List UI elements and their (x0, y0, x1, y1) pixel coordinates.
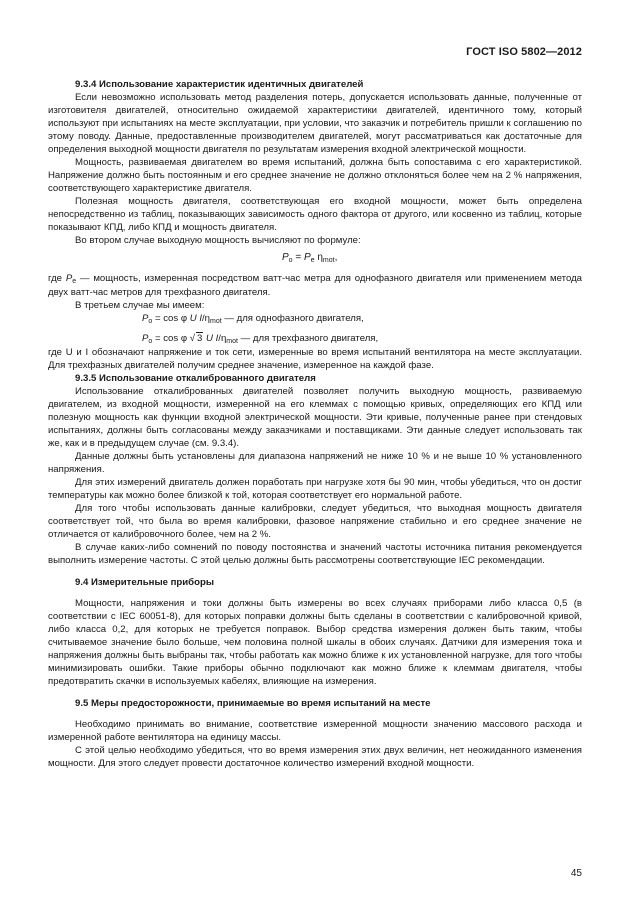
formula-three-phase: $P_o = \cos \varphi$ √ 3 U $I/\eta_{mot}$ — для трехфазного двигателя, (142, 333, 379, 345)
sqrt-symbol: √ (189, 333, 195, 344)
paragraph: Для того чтобы использовать данные калибровки, следует убедиться, что выходная мощность двигателя соответствует той, что была во время калибровки, фазовое напряжение стабильно и его среднее значение не отличается от калибровочного более, чем на 2 %. (48, 503, 582, 540)
section-heading-9-3-4: 9.3.4 Использование характеристик идентичных двигателей (75, 79, 364, 90)
formula-explanation: где U и I обозначают напряжение и ток сети, измеренные во время испытаний вентилятора на месте эксплуатации. Для трехфазных двигателей получим среднее значение, измеренное на каждой фазе. (48, 347, 582, 371)
section-heading-9-4: 9.4 Измерительные приборы (75, 577, 215, 588)
page-content (48, 78, 582, 770)
paragraph: Мощность, развиваемая двигателем во время испытаний, должна быть сопоставима с его характеристикой. Напряжение должно быть постоянным и его среднее значение не должно отклоняться более чем на 2 % напряжения, соответствующего характеристике двигателя. (48, 157, 582, 194)
paragraph: Мощности, напряжения и токи должны быть измерены во всех случаях приборами либо класса 0,5 (в соответствии с IEC 60051-8), для которых поправки должны быть сделаны в соответствии с калибровочной кривой, либо класса 0,2, для которых не требуется поправок. Выбор средства измерения должен быть таким, чтобы считываемое значение было больше, чем половина полной шкалы в обоих случаях. Датчики для измерения тока и напряжения должны быть выбраны так, чтобы работать как можно ближе к их установленной нагрузке, для того чтобы минимизировать ошибки. Такие приборы обычно подключают как можно ближе к клеммам двигателя, чтобы предотвратить скачки в используемых кабелях, влияющие на измерения. (48, 598, 582, 687)
paragraph: Полезная мощность двигателя, соответствующая его входной мощности, может быть определена непосредственно из таблиц, показывающих зависимость одного фактора от другого, или косвенно из таблиц, которые показывают КПД, либо КПД и мощность двигателя. (48, 196, 582, 233)
paragraph: Если невозможно использовать метод разделения потерь, допускается использовать данные, полученные от изготовителя двигателей, относительно ожидаемой характеристики двигателей, идентичного тому, который используют при испытаниях на месте эксплуатации, при условии, что заказчик и потребитель пришли к соглашению по этому поводу. Данные, предоставленные производителем двигателей, могут рассматриваться как достаточные для определения выходной мощности двигателя по результатам измерения входной электрической мощности. (48, 92, 582, 155)
formula-single-phase: $P_o = \cos \varphi$ U $I/\eta_{mot}$ — для однофазного двигателя, (142, 313, 364, 325)
paragraph: Во втором случае выходную мощность вычисляют по формуле: (75, 235, 361, 246)
formula-explanation: где $P_e$ — мощность, измеренная посредством ватт-час метра для однофазного двигателя или применением метода двух ватт-час метров для трехфазного двигателя. (48, 273, 582, 298)
document-id-header: ГОСТ ISO 5802—2012 (466, 46, 582, 58)
page-number: 45 (570, 868, 582, 879)
paragraph: В случае каких-либо сомнений по поводу постоянства и значений частоты источника питания рекомендуется выполнить измерение частоты. С этой целью должны быть рассмотрены соответствующие IEC рекомендации. (48, 542, 582, 566)
paragraph: Использование откалиброванных двигателей позволяет получить выходную мощность, развиваемую двигателем, из входной мощности, измеренной на его клеммах с помощью кривых, определяющих его КПД или полезную мощность как функции входной электрической мощности. Эти кривые, полученные ранее при стендовых испытаниях, должны быть согласованы между заказчиками и поставщиками. Эти данные следует использовать так же, как и в предыдущем случае (см. 9.3.4). (48, 386, 582, 449)
paragraph: Данные должны быть установлены для диапазона напряжений не ниже 10 % и не выше 10 % установленного напряжения. (48, 451, 582, 475)
paragraph: Для этих измерений двигатель должен поработать при нагрузке хотя бы 90 мин, чтобы убедиться, что он достиг температуры как можно более близкой к той, которая соответствует его нормальной работе. (48, 477, 582, 501)
paragraph: С этой целью необходимо убедиться, что во время измерения этих двух величин, нет неожиданного изменения мощности. Для этого следует провести достаточное количество измерений входной мощности. (48, 745, 582, 769)
section-heading-9-3-5: 9.3.5 Использование откалиброванного двигателя (75, 373, 316, 384)
paragraph: Необходимо принимать во внимание, соответствие измеренной мощности значению массового расхода и измеренной работе вентилятора на единицу массы. (48, 719, 582, 743)
formula-output-power: $P_o = P_e$ $\eta_{mot}$, (282, 252, 338, 264)
paragraph: В третьем случае мы имеем: (75, 300, 205, 311)
section-heading-9-5: 9.5 Меры предосторожности, принимаемые во время испытаний на месте (75, 698, 431, 709)
